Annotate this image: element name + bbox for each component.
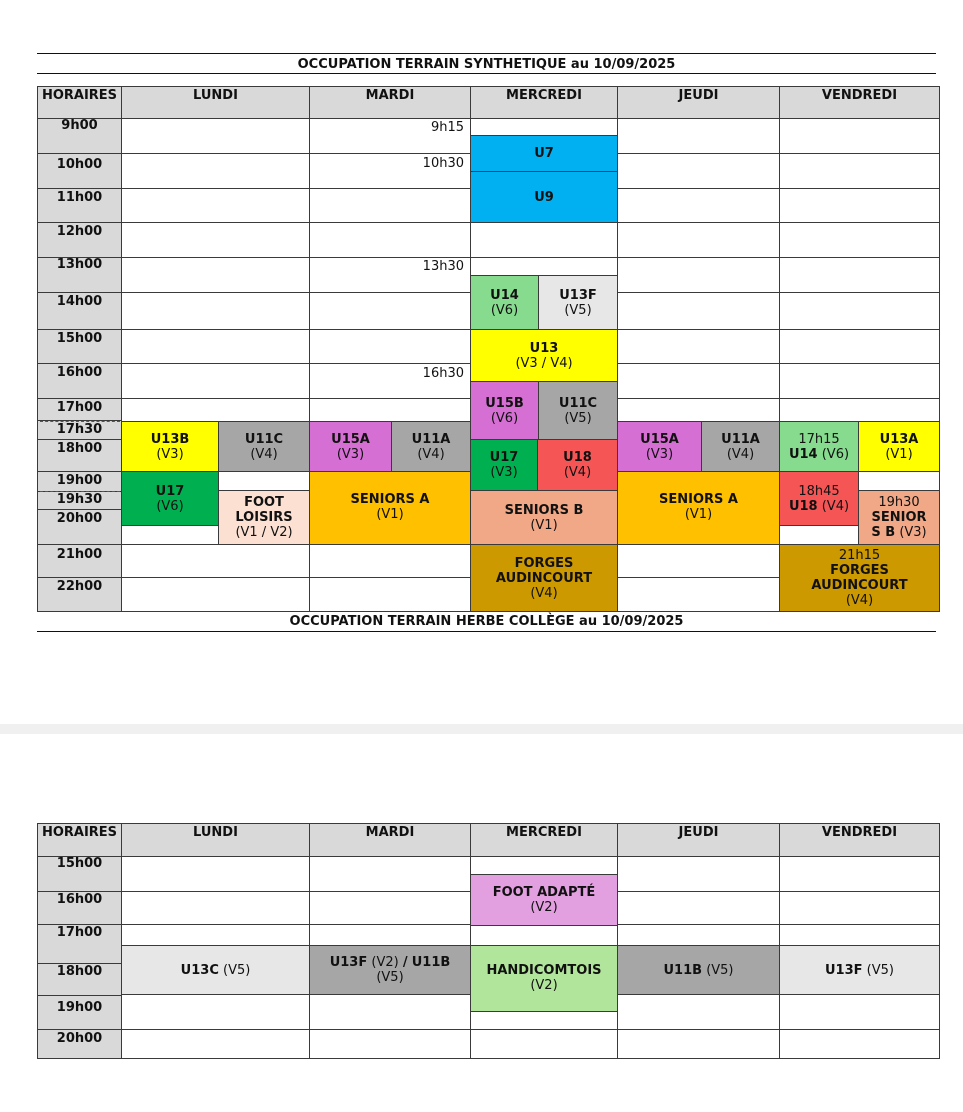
time-21h00: 21h00 (37, 544, 122, 578)
grass-field-page (0, 734, 963, 1112)
block-name-2: S B (871, 525, 896, 540)
time-19h00-2: 19h00 (37, 995, 122, 1030)
cell2-mercredi-1930 (470, 1011, 618, 1030)
block-foot-loisirs-lundi (218, 490, 310, 545)
block-sub: (V1) (530, 517, 558, 533)
cell2-mardi-16h (309, 891, 471, 925)
block-sub-2: (V5) (376, 970, 404, 985)
block-sub: (V2) (530, 978, 558, 993)
block-sub-1: (V2) (371, 955, 399, 970)
page-separator (0, 724, 963, 734)
block-name: U11C (558, 395, 598, 411)
block-name: SENIORS A (659, 492, 738, 507)
cell-jeudi-21h (617, 544, 780, 578)
cell2-vendredi-20h (779, 1029, 940, 1059)
block-name: U17 (155, 483, 185, 499)
cell2-mercredi-20h (470, 1029, 618, 1059)
block-name: SENIORS B (504, 502, 584, 518)
note-mardi-13h30: 13h30 (422, 259, 464, 274)
cell-vendredi-16h (779, 363, 940, 399)
cell-mardi-11h (309, 188, 471, 223)
time-12h00: 12h00 (37, 222, 122, 258)
synthetic-title: OCCUPATION TERRAIN SYNTHETIQUE au 10/09/2025 (297, 57, 676, 72)
block-u13f-u11b-mardi (309, 945, 471, 995)
herbe-title-rule (37, 631, 936, 632)
block-sub: (V1 / V2) (235, 525, 293, 540)
block-seniors-a-mardi (309, 471, 471, 545)
cell-lundi-22h (121, 577, 310, 612)
cell-mercredi-13h (470, 257, 618, 276)
block-sub: (V5) (564, 302, 592, 318)
header-mercredi: MERCREDI (470, 86, 618, 119)
block-name-1: U13F (329, 955, 368, 970)
block-u17-lundi (121, 471, 219, 526)
block-line (871, 525, 926, 540)
cell-mardi-17h (309, 398, 471, 422)
cell2-vendredi-19h (779, 994, 940, 1030)
time-16h00-2: 16h00 (37, 891, 122, 925)
cell2-jeudi-15h (617, 856, 780, 892)
block-u13c-lundi (121, 945, 310, 995)
cell2-mardi-17h (309, 924, 471, 946)
block-line (789, 447, 849, 462)
note-mardi-10h30: 10h30 (422, 156, 464, 171)
cell2-lundi-16h (121, 891, 310, 925)
block-u13b-lundi (121, 421, 219, 472)
block-line (825, 963, 894, 978)
block-time: 18h45 (798, 483, 840, 499)
cell-mardi-14h (309, 292, 471, 330)
cell-lundi-10h (121, 153, 310, 189)
block-name: U11A (721, 431, 760, 447)
block-sub: (V4) (250, 446, 278, 462)
cell-lundi-19h-right (218, 471, 310, 491)
block-sub: (V6) (156, 498, 184, 514)
block-name-1: FORGES (514, 555, 574, 571)
block-u13f-vendredi (779, 945, 940, 995)
header-horaires: HORAIRES (37, 86, 122, 119)
block-name: U13F (559, 287, 597, 303)
cell-mardi-21h (309, 544, 471, 578)
cell-jeudi-22h (617, 577, 780, 612)
block-sub: (V1) (684, 507, 713, 522)
header-mardi-2: MARDI (309, 823, 471, 857)
note-mardi-9h15: 9h15 (430, 120, 464, 135)
block-name: U18 (563, 450, 592, 465)
cell-jeudi-11h (617, 188, 780, 223)
note-mardi-16h30: 16h30 (422, 366, 464, 381)
time-18h00-2: 18h00 (37, 963, 122, 996)
cell-jeudi-13h (617, 257, 780, 293)
block-u18-vendredi (779, 471, 859, 526)
cell-lundi-12h (121, 222, 310, 258)
block-name-2: AUDINCOURT (495, 570, 593, 586)
cell-vendredi-13h (779, 257, 940, 293)
time-15h00-2: 15h00 (37, 856, 122, 892)
block-seniors-b-mercredi (470, 490, 618, 545)
cell-jeudi-17h (617, 398, 780, 422)
cell-vendredi-2030-left (779, 525, 859, 545)
cell-lundi-13h (121, 257, 310, 293)
block-seniors-sb-vendredi (858, 490, 940, 545)
cell2-vendredi-16h (779, 891, 940, 925)
cell-lundi-14h (121, 292, 310, 330)
block-sub: (V4) (563, 465, 592, 480)
dashed-divider-1930 (40, 491, 120, 492)
block-line (181, 963, 251, 978)
block-sub: (V1) (376, 507, 404, 522)
header-mercredi-2: MERCREDI (470, 823, 618, 857)
block-seniors-a-jeudi (617, 471, 780, 545)
time-20h00-2: 20h00 (37, 1029, 122, 1059)
block-sub: (V4) (530, 585, 558, 601)
block-name: U15A (640, 431, 679, 447)
block-u15a-jeudi (617, 421, 702, 472)
block-forges-vendredi (779, 544, 940, 612)
block-sub: (V4) (821, 498, 850, 514)
block-name: U15A (331, 431, 370, 447)
header-vendredi-2: VENDREDI (779, 823, 940, 857)
cell2-jeudi-16h (617, 891, 780, 925)
block-name-2: AUDINCOURT (811, 578, 908, 593)
cell2-jeudi-17h (617, 924, 780, 946)
block-name: U17 (489, 450, 519, 465)
time-17h30: 17h30 (37, 420, 122, 440)
block-name: U11C (244, 431, 284, 447)
cell-vendredi-17h (779, 398, 940, 422)
header-lundi-2: LUNDI (121, 823, 310, 857)
block-name: U11A (411, 431, 451, 447)
cell2-lundi-20h (121, 1029, 310, 1059)
block-time: 21h15 (838, 548, 881, 563)
block-sub: (V6) (490, 302, 519, 318)
block-foot-adapte (470, 874, 618, 926)
block-name: U14 (490, 287, 519, 303)
cell-jeudi-14h (617, 292, 780, 330)
header-mardi: MARDI (309, 86, 471, 119)
block-name: HANDICOMTOIS (486, 963, 602, 978)
cell-jeudi-15h (617, 329, 780, 364)
cell-lundi-2030 (121, 525, 219, 545)
block-u7 (470, 135, 618, 172)
cell-lundi-15h (121, 329, 310, 364)
block-u9-name: U9 (534, 189, 554, 205)
dashed-divider-1730 (40, 421, 120, 422)
time-18h00: 18h00 (37, 439, 122, 472)
block-sub: (V4) (417, 446, 445, 462)
cell-vendredi-11h (779, 188, 940, 223)
block-sub: (V3) (490, 465, 518, 480)
time-20h00: 20h00 (37, 509, 122, 545)
cell-vendredi-15h (779, 329, 940, 364)
block-sub: (V2) (530, 900, 558, 915)
block-sub: (V3 / V4) (515, 355, 573, 371)
block-u11a-mardi (391, 421, 471, 472)
block-u11a-jeudi (701, 421, 780, 472)
block-u13a-vendredi (858, 421, 940, 472)
time-13h00: 13h00 (37, 257, 122, 293)
block-sub: (V1) (885, 446, 913, 462)
block-u9 (470, 171, 618, 223)
time-9h00: 9h00 (37, 118, 122, 154)
block-sub: (V3) (645, 446, 674, 462)
block-name: U13B (150, 431, 190, 447)
block-u11b-jeudi (617, 945, 780, 995)
cell2-vendredi-17h (779, 924, 940, 946)
block-u11c-mercredi (538, 381, 618, 440)
time-22h00: 22h00 (37, 577, 122, 612)
header-horaires-2: HORAIRES (37, 823, 122, 857)
block-handicomtois (470, 945, 618, 1012)
time-15h00: 15h00 (37, 329, 122, 364)
cell-mardi-15h (309, 329, 471, 364)
cell-mardi-22h (309, 577, 471, 612)
block-line (663, 963, 733, 978)
block-sub: (V4) (726, 446, 755, 462)
block-u11c-lundi (218, 421, 310, 472)
block-u15a-mardi (309, 421, 392, 472)
block-u14-mercredi (470, 275, 539, 330)
block-forges-mercredi (470, 544, 618, 612)
block-u17-mercredi (470, 439, 538, 491)
time-11h00: 11h00 (37, 188, 122, 223)
header-jeudi: JEUDI (617, 86, 780, 119)
cell2-jeudi-20h (617, 1029, 780, 1059)
block-name-2: LOISIRS (235, 510, 293, 525)
header-lundi: LUNDI (121, 86, 310, 119)
cell-mercredi-9h (470, 118, 618, 136)
block-name: U13 (529, 340, 559, 356)
block-time: 19h30 (878, 495, 920, 510)
cell2-mardi-19h (309, 994, 471, 1030)
block-sub: (V6) (821, 446, 850, 462)
cell-jeudi-12h (617, 222, 780, 258)
time-10h00: 10h00 (37, 153, 122, 189)
cell2-mardi-15h (309, 856, 471, 892)
cell2-vendredi-15h (779, 856, 940, 892)
block-line (789, 499, 849, 514)
block-name-2: U11B (411, 955, 451, 970)
block-sub: (V3) (156, 446, 184, 462)
block-sub: (V5) (564, 410, 592, 426)
block-name: U15B (485, 395, 524, 411)
block-sub: (V3) (336, 446, 365, 462)
block-name-1: FORGES (830, 563, 889, 578)
block-u14-vendredi (779, 421, 859, 472)
cell-mercredi-12h (470, 222, 618, 258)
cell-vendredi-14h (779, 292, 940, 330)
block-name: SENIORS A (350, 492, 430, 507)
block-name: U18 (788, 498, 818, 514)
herbe-title: OCCUPATION TERRAIN HERBE COLLÈGE au 10/09/2025 (289, 614, 684, 629)
cell-mardi-12h (309, 222, 471, 258)
block-name: FOOT ADAPTÉ (492, 885, 596, 900)
time-17h00-2: 17h00 (37, 924, 122, 964)
block-name: U13F (825, 962, 863, 978)
block-name-1: FOOT (244, 495, 284, 510)
block-sub: (V6) (490, 410, 519, 426)
block-sub: (V3) (899, 525, 927, 540)
time-19h30: 19h30 (37, 491, 122, 510)
header-vendredi: VENDREDI (779, 86, 940, 119)
block-slash: / (402, 955, 408, 970)
time-17h00: 17h00 (37, 398, 122, 421)
cell-vendredi-19h-right (858, 471, 940, 491)
cell-jeudi-10h (617, 153, 780, 189)
cell-lundi-21h (121, 544, 310, 578)
cell-vendredi-10h (779, 153, 940, 189)
cell-lundi-9h (121, 118, 310, 154)
block-u18-mercredi (537, 439, 618, 491)
cell2-lundi-17h (121, 924, 310, 946)
cell-lundi-17h (121, 398, 310, 422)
header-jeudi-2: JEUDI (617, 823, 780, 857)
cell2-lundi-15h (121, 856, 310, 892)
title-rule-bottom (37, 73, 936, 74)
block-u7-name: U7 (534, 146, 554, 161)
block-sub: (V5) (706, 962, 734, 978)
cell-jeudi-9h (617, 118, 780, 154)
block-name: U13C (180, 962, 219, 978)
block-time: 17h15 (798, 431, 840, 447)
block-sub: (V5) (866, 962, 894, 978)
block-name: U13A (879, 431, 919, 447)
time-14h00: 14h00 (37, 292, 122, 330)
time-16h00: 16h00 (37, 363, 122, 399)
block-name: U14 (788, 446, 818, 462)
block-u13f-mercredi (538, 275, 618, 330)
cell2-lundi-19h (121, 994, 310, 1030)
cell2-mercredi-15h (470, 856, 618, 875)
block-line-1 (330, 955, 451, 970)
cell-lundi-16h (121, 363, 310, 399)
block-sub: (V5) (223, 962, 251, 978)
cell-vendredi-9h (779, 118, 940, 154)
cell-vendredi-12h (779, 222, 940, 258)
cell2-jeudi-19h (617, 994, 780, 1030)
block-u15b-mercredi (470, 381, 539, 440)
cell-lundi-11h (121, 188, 310, 223)
block-sub: (V4) (845, 593, 874, 608)
block-u13-mercredi (470, 329, 618, 382)
block-name-1: SENIOR (871, 510, 927, 525)
cell-jeudi-16h (617, 363, 780, 399)
time-19h00: 19h00 (37, 471, 122, 492)
title-rule-top (37, 53, 936, 54)
cell2-mardi-20h (309, 1029, 471, 1059)
block-name: U11B (663, 962, 703, 978)
